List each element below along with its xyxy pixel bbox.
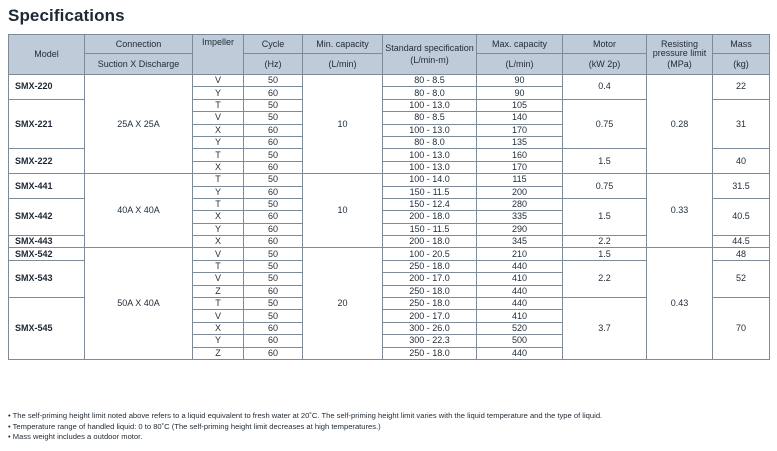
impeller-cell: V [193,75,244,87]
model-name: SMX-443 [9,236,85,248]
cycle-cell: 60 [244,87,303,99]
cycle-cell: 60 [244,186,303,198]
standard-spec-cell: 300 - 22.3 [383,335,477,347]
max-capacity-cell: 345 [477,236,563,248]
cycle-cell: 50 [244,112,303,124]
header-cycle-unit: (Hz) [244,54,303,75]
max-capacity-cell: 280 [477,198,563,210]
connection-size: 25A X 25A [85,75,193,174]
header-connection: Connection [85,35,193,54]
header-resisting-unit: (MPa) [667,58,692,69]
standard-spec-cell: 150 - 11.5 [383,223,477,235]
motor-cell: 0.75 [563,99,647,149]
cycle-cell: 50 [244,174,303,186]
impeller-cell: V [193,248,244,260]
impeller-cell: V [193,273,244,285]
header-mass-unit: (kg) [713,54,770,75]
standard-spec-cell: 250 - 18.0 [383,260,477,272]
max-capacity-cell: 200 [477,186,563,198]
min-capacity-cell: 10 [303,174,383,248]
max-capacity-cell: 135 [477,136,563,148]
standard-spec-cell: 200 - 17.0 [383,273,477,285]
resisting-cell: 0.33 [647,174,713,248]
impeller-cell: T [193,174,244,186]
mass-cell: 70 [713,298,770,360]
table-body [9,75,770,360]
impeller-cell: Y [193,335,244,347]
model-name: SMX-441 [9,174,85,199]
max-capacity-cell: 210 [477,248,563,260]
impeller-cell: Z [193,347,244,359]
header-standard-spec [383,35,477,75]
connection-size: 40A X 40A [85,174,193,248]
header-mass: Mass [713,35,770,54]
standard-spec-cell: 100 - 20.5 [383,248,477,260]
cycle-cell: 60 [244,223,303,235]
standard-spec-cell: 150 - 12.4 [383,198,477,210]
cycle-cell: 60 [244,124,303,136]
cycle-cell: 50 [244,99,303,111]
standard-spec-cell: 80 - 8.5 [383,112,477,124]
max-capacity-cell: 440 [477,285,563,297]
specifications-table [8,34,770,360]
cycle-cell: 60 [244,161,303,173]
cycle-cell: 50 [244,273,303,285]
impeller-cell: T [193,99,244,111]
cycle-cell: 50 [244,248,303,260]
header-standard-spec-label: Standard specification [385,43,474,54]
mass-cell: 22 [713,75,770,100]
standard-spec-cell: 100 - 13.0 [383,161,477,173]
max-capacity-cell: 115 [477,174,563,186]
standard-spec-cell: 100 - 14.0 [383,174,477,186]
standard-spec-cell: 300 - 26.0 [383,322,477,334]
cycle-cell: 50 [244,310,303,322]
motor-cell: 1.5 [563,198,647,235]
resisting-cell: 0.43 [647,248,713,360]
standard-spec-cell: 250 - 18.0 [383,347,477,359]
impeller-cell: V [193,112,244,124]
impeller-cell: T [193,298,244,310]
standard-spec-cell: 100 - 13.0 [383,124,477,136]
footnote: • The self-priming height limit noted above refers to a liquid equivalent to fresh water at 20˚C. The self-priming height limit varies with the liquid temperature and the type of liquid. [8,411,603,420]
mass-cell: 40 [713,149,770,174]
header-min-capacity-unit: (L/min) [303,54,383,75]
mass-cell: 31.5 [713,174,770,199]
impeller-cell: Y [193,87,244,99]
header-motor: Motor [563,35,647,54]
cycle-cell: 60 [244,285,303,297]
impeller-cell: T [193,198,244,210]
cycle-cell: 60 [244,335,303,347]
cycle-cell: 60 [244,211,303,223]
connection-size: 50A X 40A [85,248,193,360]
model-name: SMX-222 [9,149,85,174]
model-name: SMX-220 [9,75,85,100]
motor-cell: 0.4 [563,75,647,100]
max-capacity-cell: 410 [477,310,563,322]
impeller-cell: Y [193,223,244,235]
mass-cell: 40.5 [713,198,770,235]
cycle-cell: 50 [244,298,303,310]
header-max-capacity: Max. capacity [477,35,563,54]
impeller-cell: X [193,322,244,334]
model-name: SMX-442 [9,198,85,235]
standard-spec-cell: 100 - 13.0 [383,149,477,161]
impeller-cell: Y [193,136,244,148]
standard-spec-cell: 80 - 8.0 [383,136,477,148]
table-row [9,174,770,186]
impeller-cell: X [193,161,244,173]
max-capacity-cell: 440 [477,260,563,272]
max-capacity-cell: 410 [477,273,563,285]
max-capacity-cell: 105 [477,99,563,111]
max-capacity-cell: 500 [477,335,563,347]
max-capacity-cell: 290 [477,223,563,235]
cycle-cell: 50 [244,149,303,161]
cycle-cell: 50 [244,260,303,272]
min-capacity-cell: 10 [303,75,383,174]
mass-cell: 48 [713,248,770,260]
motor-cell: 0.75 [563,174,647,199]
header-connection-sub: Suction X Discharge [85,54,193,75]
header-motor-unit: (kW 2p) [563,54,647,75]
cycle-cell: 50 [244,75,303,87]
mass-cell: 52 [713,260,770,297]
max-capacity-cell: 170 [477,161,563,173]
cycle-cell: 60 [244,136,303,148]
impeller-cell: T [193,149,244,161]
footnote: • Temperature range of handled liquid: 0 to 80˚C (The self-priming height limit decreases at high temperatures.) [8,421,381,431]
max-capacity-cell: 90 [477,75,563,87]
cycle-cell: 60 [244,322,303,334]
max-capacity-cell: 440 [477,298,563,310]
header-max-capacity-unit: (L/min) [477,54,563,75]
standard-spec-cell: 80 - 8.0 [383,87,477,99]
motor-cell: 2.2 [563,260,647,297]
impeller-cell: X [193,236,244,248]
standard-spec-cell: 250 - 18.0 [383,298,477,310]
max-capacity-cell: 520 [477,322,563,334]
model-name: SMX-542 [9,248,85,260]
cycle-cell: 60 [244,347,303,359]
table-row [9,248,770,260]
footnote: • Mass weight includes a outdoor motor. [8,432,143,441]
standard-spec-cell: 100 - 13.0 [383,99,477,111]
impeller-cell: T [193,260,244,272]
header-model: Model [9,35,85,75]
mass-cell: 44.5 [713,236,770,248]
impeller-cell: Z [193,285,244,297]
model-name: SMX-545 [9,298,85,360]
motor-cell: 2.2 [563,236,647,248]
max-capacity-cell: 170 [477,124,563,136]
standard-spec-cell: 200 - 18.0 [383,211,477,223]
impeller-cell: X [193,124,244,136]
mass-cell: 31 [713,99,770,149]
motor-cell: 1.5 [563,149,647,174]
max-capacity-cell: 335 [477,211,563,223]
standard-spec-cell: 250 - 18.0 [383,285,477,297]
page-title: Specifications [8,6,125,25]
table-row [9,75,770,87]
max-capacity-cell: 90 [477,87,563,99]
impeller-cell: Y [193,186,244,198]
header-impeller: Impeller [193,35,244,75]
motor-cell: 1.5 [563,248,647,260]
impeller-cell: X [193,211,244,223]
impeller-cell: V [193,310,244,322]
cycle-cell: 60 [244,236,303,248]
resisting-cell: 0.28 [647,75,713,174]
header-resisting [647,35,713,75]
min-capacity-cell: 20 [303,248,383,360]
header-min-capacity: Min. capacity [303,35,383,54]
table-header [9,35,770,75]
header-standard-spec-unit: (L/min-m) [410,54,449,65]
motor-cell: 3.7 [563,298,647,360]
max-capacity-cell: 440 [477,347,563,359]
max-capacity-cell: 140 [477,112,563,124]
footnotes [8,411,773,443]
header-resisting-label: Resisting pressure limit [652,38,707,59]
model-name: SMX-543 [9,260,85,297]
max-capacity-cell: 160 [477,149,563,161]
model-name: SMX-221 [9,99,85,149]
standard-spec-cell: 200 - 17.0 [383,310,477,322]
standard-spec-cell: 150 - 11.5 [383,186,477,198]
cycle-cell: 50 [244,198,303,210]
header-cycle: Cycle [244,35,303,54]
standard-spec-cell: 200 - 18.0 [383,236,477,248]
standard-spec-cell: 80 - 8.5 [383,75,477,87]
